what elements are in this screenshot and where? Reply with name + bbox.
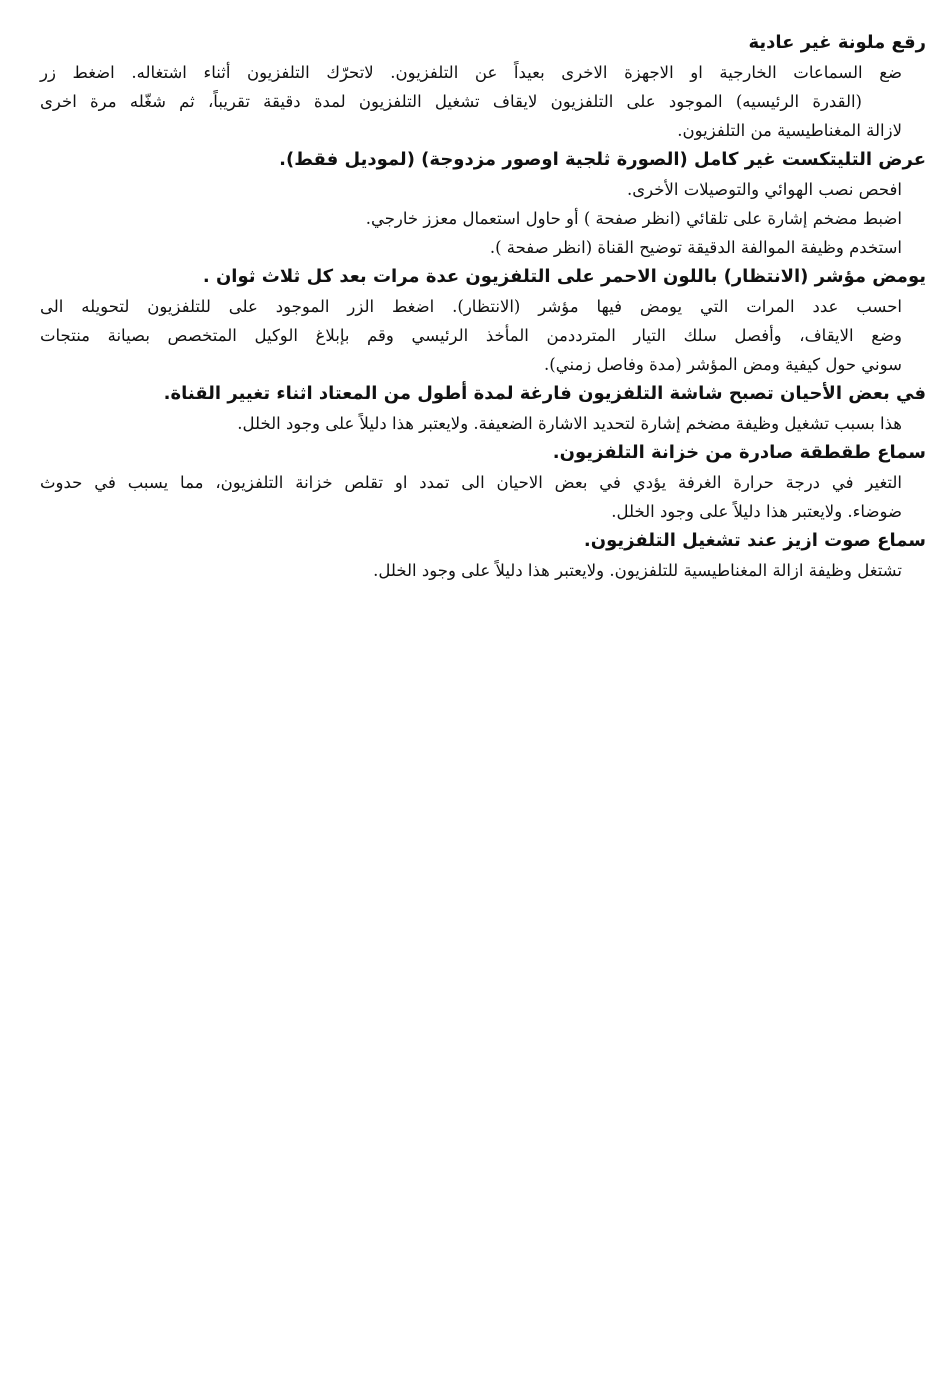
section-paragraph [40, 175, 902, 262]
section-crackling-cabinet [40, 438, 926, 526]
section-unusual-colored-patches [40, 28, 926, 145]
section-heading: سماع صوت ازيز عند تشغيل التلفزيون. [583, 530, 926, 551]
paragraph-line: (القدرة الرئيسيه) الموجود على التلفزيون لايقاف تشغيل التلفزيون لمدة دقيقة تقريباً، ثم شغّله مرة اخرى [40, 92, 862, 111]
document-page [40, 28, 926, 585]
paragraph-line: لازالة المغناطيسية من التلفزيون. [677, 121, 902, 140]
section-heading: في بعض الأحيان تصبح شاشة التلفزيون فارغة لمدة أطول من المعتاد اثناء تغيير القناة. [163, 383, 926, 404]
section-teletext-incomplete [40, 145, 926, 262]
section-paragraph [40, 292, 902, 379]
paragraph-line: وضع الايقاف، وأفصل سلك التيار المترددمن المأخذ الرئيسي وقم بإبلاغ الوكيل المتخصص بصيانة منتجات [40, 326, 902, 345]
paragraph-line: اضبط مضخم إشارة على تلقائي (انظر صفحة ) أو حاول استعمال معزز خارجي. [365, 209, 902, 228]
paragraph-line: تشتغل وظيفة ازالة المغناطيسية للتلفزيون. ولايعتبر هذا دليلاً على وجود الخلل. [373, 561, 902, 580]
paragraph-line: هذا بسبب تشغيل وظيفة مضخم إشارة لتحديد الاشارة الضعيفة. ولايعتبر هذا دليلاً على وجود الخلل. [237, 414, 902, 433]
section-heading: سماع طقطقة صادرة من خزانة التلفزيون. [552, 442, 926, 463]
section-standby-indicator-blinks [40, 262, 926, 379]
section-buzzing-sound [40, 526, 926, 585]
section-heading: رقع ملونة غير عادية [748, 32, 926, 53]
section-paragraph [40, 58, 902, 145]
paragraph-line: ضع السماعات الخارجية او الاجهزة الاخرى بعيداً عن التلفزيون. لاتحرّك التلفزيون أثناء اشتغاله. اضغط زر [40, 63, 902, 82]
section-paragraph [40, 409, 902, 438]
paragraph-line: استخدم وظيفة الموالفة الدقيقة توضيح القناة (انظر صفحة ). [489, 238, 902, 257]
section-paragraph [40, 468, 902, 526]
paragraph-line: احسب عدد المرات التي يومض فيها مؤشر (الانتظار). اضغط الزر الموجود على للتلفزيون لتحويله الى [40, 297, 902, 316]
paragraph-line: ضوضاء. ولايعتبر هذا دليلاً على وجود الخلل. [611, 502, 902, 521]
paragraph-line: سوني حول كيفية ومض المؤشر (مدة وفاصل زمني). [544, 355, 902, 374]
paragraph-line: افحص نصب الهوائي والتوصيلات الأخرى. [627, 180, 902, 199]
section-screen-blank-longer [40, 379, 926, 438]
section-heading: يومض مؤشر (الانتظار) باللون الاحمر على التلفزيون عدة مرات بعد كل ثلاث ثوان . [202, 266, 926, 287]
paragraph-line: التغير في درجة حرارة الغرفة يؤدي في بعض الاحيان الى تمدد او تقلص خزانة التلفزيون، مما يسبب في حدوث [40, 473, 902, 492]
section-heading: عرض التليتكست غير كامل (الصورة ثلجية اوصور مزدوجة) (لموديل فقط). [279, 149, 926, 170]
section-paragraph [40, 556, 902, 585]
